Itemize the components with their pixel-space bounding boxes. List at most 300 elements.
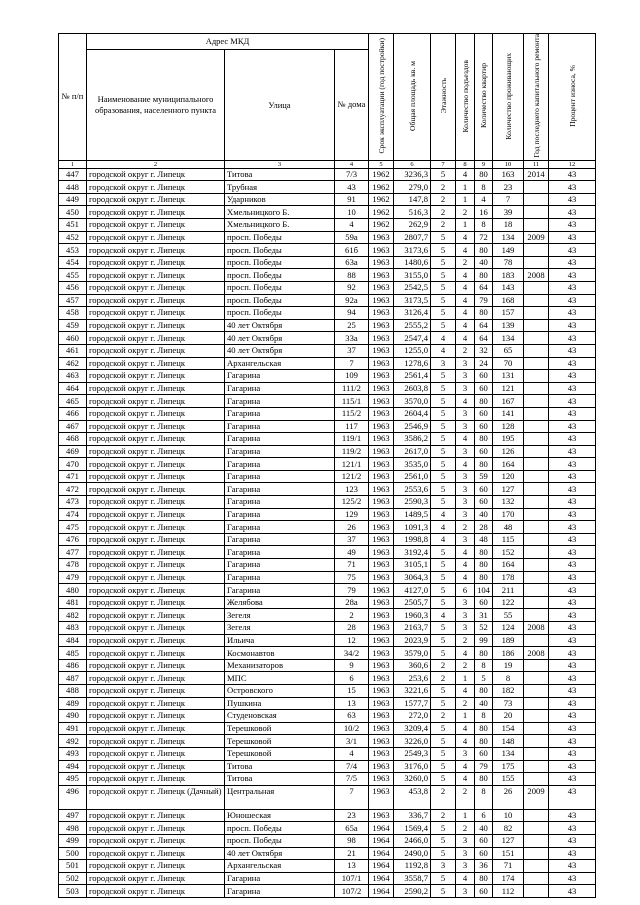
year-cell: 1964	[369, 860, 394, 873]
area-cell: 516,3	[394, 206, 431, 219]
year-cell: 1963	[369, 420, 394, 433]
area-cell: 1255,0	[394, 344, 431, 357]
table-row	[59, 546, 596, 559]
repair-year-cell	[524, 672, 549, 685]
residents-cell: 139	[493, 319, 524, 332]
row-number: 480	[59, 584, 87, 597]
table-row	[59, 722, 596, 735]
row-number: 483	[59, 622, 87, 635]
municipality-cell: городской округ г. Липецк	[87, 809, 225, 822]
street-cell: Терешковой	[225, 747, 335, 760]
floors-cell: 5	[431, 697, 456, 710]
floors-cell: 2	[431, 785, 456, 809]
wear-cell: 43	[549, 622, 596, 635]
residents-cell: 134	[493, 332, 524, 345]
residents-cell: 48	[493, 521, 524, 534]
floors-cell: 5	[431, 872, 456, 885]
row-number: 486	[59, 659, 87, 672]
year-cell: 1963	[369, 596, 394, 609]
entrances-cell: 2	[456, 634, 475, 647]
year-cell: 1963	[369, 609, 394, 622]
residents-cell: 112	[493, 885, 524, 898]
street-cell: Гагарина	[225, 872, 335, 885]
row-number: 460	[59, 332, 87, 345]
header-street: Улица	[225, 49, 335, 160]
floors-cell: 5	[431, 433, 456, 446]
row-number: 495	[59, 773, 87, 786]
apartments-cell: 60	[475, 834, 493, 847]
area-cell: 1480,6	[394, 256, 431, 269]
table-row	[59, 231, 596, 244]
house-cell: 4	[335, 219, 369, 232]
street-cell: 40 лет Октября	[225, 332, 335, 345]
entrances-cell: 4	[456, 433, 475, 446]
residents-cell: 132	[493, 496, 524, 509]
row-number: 455	[59, 269, 87, 282]
house-cell: 9	[335, 659, 369, 672]
floors-cell: 4	[431, 332, 456, 345]
entrances-cell: 2	[456, 206, 475, 219]
repair-year-cell	[524, 281, 549, 294]
wear-cell: 43	[549, 834, 596, 847]
apartments-cell: 80	[475, 244, 493, 257]
repair-year-cell	[524, 872, 549, 885]
table-row	[59, 847, 596, 860]
header-address-group: Адрес МКД	[87, 34, 369, 50]
repair-year-cell	[524, 860, 549, 873]
row-number: 469	[59, 445, 87, 458]
repair-year-cell	[524, 206, 549, 219]
wear-cell: 43	[549, 672, 596, 685]
repair-year-cell	[524, 521, 549, 534]
street-cell: Гагарина	[225, 382, 335, 395]
municipality-cell: городской округ г. Липецк	[87, 307, 225, 320]
table-row	[59, 596, 596, 609]
house-cell: 119/1	[335, 433, 369, 446]
apartments-cell: 31	[475, 609, 493, 622]
header-apartments-label: Количество квартир	[479, 63, 489, 129]
residents-cell: 170	[493, 508, 524, 521]
apartments-cell: 80	[475, 546, 493, 559]
area-cell: 3155,0	[394, 269, 431, 282]
repair-year-cell	[524, 470, 549, 483]
apartments-cell: 60	[475, 596, 493, 609]
wear-cell: 43	[549, 370, 596, 383]
wear-cell: 43	[549, 773, 596, 786]
house-cell: 94	[335, 307, 369, 320]
municipality-cell: городской округ г. Липецк	[87, 344, 225, 357]
wear-cell: 43	[549, 470, 596, 483]
row-number: 488	[59, 684, 87, 697]
residents-cell: 120	[493, 470, 524, 483]
floors-cell: 5	[431, 773, 456, 786]
year-cell: 1963	[369, 559, 394, 572]
area-cell: 1569,4	[394, 822, 431, 835]
repair-year-cell	[524, 596, 549, 609]
entrances-cell: 4	[456, 231, 475, 244]
row-number: 489	[59, 697, 87, 710]
year-cell: 1963	[369, 433, 394, 446]
residents-cell: 164	[493, 559, 524, 572]
entrances-cell: 3	[456, 483, 475, 496]
row-number: 471	[59, 470, 87, 483]
year-cell: 1963	[369, 684, 394, 697]
house-cell: 7/4	[335, 760, 369, 773]
repair-year-cell	[524, 193, 549, 206]
residents-cell: 163	[493, 168, 524, 181]
residents-cell: 178	[493, 571, 524, 584]
column-number: 9	[475, 160, 493, 168]
house-cell: 37	[335, 344, 369, 357]
municipality-cell: городской округ г. Липецк	[87, 571, 225, 584]
area-cell: 1489,5	[394, 508, 431, 521]
wear-cell: 43	[549, 168, 596, 181]
wear-cell: 43	[549, 722, 596, 735]
residents-cell: 124	[493, 622, 524, 635]
entrances-cell: 2	[456, 659, 475, 672]
wear-cell: 43	[549, 458, 596, 471]
floors-cell: 4	[431, 521, 456, 534]
house-cell: 111/2	[335, 382, 369, 395]
residents-cell: 155	[493, 773, 524, 786]
entrances-cell: 1	[456, 181, 475, 194]
floors-cell: 2	[431, 672, 456, 685]
residents-cell: 148	[493, 735, 524, 748]
header-repair-year	[524, 34, 549, 161]
wear-cell: 43	[549, 860, 596, 873]
house-cell: 107/2	[335, 885, 369, 898]
area-cell: 2603,8	[394, 382, 431, 395]
residents-cell: 82	[493, 822, 524, 835]
street-cell: Хмельницкого Б.	[225, 206, 335, 219]
header-area-label: Общая площадь кв. м	[407, 60, 417, 131]
house-cell: 92а	[335, 294, 369, 307]
year-cell: 1962	[369, 193, 394, 206]
repair-year-cell	[524, 307, 549, 320]
residents-cell: 126	[493, 445, 524, 458]
house-cell: 10/2	[335, 722, 369, 735]
row-number: 477	[59, 546, 87, 559]
floors-cell: 5	[431, 684, 456, 697]
house-cell: 26	[335, 521, 369, 534]
entrances-cell: 4	[456, 722, 475, 735]
header-area	[394, 34, 431, 161]
table-row	[59, 370, 596, 383]
area-cell: 3226,0	[394, 735, 431, 748]
repair-year-cell	[524, 697, 549, 710]
street-cell: Механизаторов	[225, 659, 335, 672]
house-cell: 119/2	[335, 445, 369, 458]
street-cell: Титова	[225, 168, 335, 181]
entrances-cell: 2	[456, 521, 475, 534]
column-number: 7	[431, 160, 456, 168]
wear-cell: 43	[549, 244, 596, 257]
floors-cell: 5	[431, 847, 456, 860]
residents-cell: 167	[493, 395, 524, 408]
repair-year-cell	[524, 584, 549, 597]
row-number: 493	[59, 747, 87, 760]
residents-cell: 71	[493, 860, 524, 873]
municipality-cell: городской округ г. Липецк	[87, 269, 225, 282]
residents-cell: 73	[493, 697, 524, 710]
apartments-cell: 8	[475, 219, 493, 232]
municipality-cell: городской округ г. Липецк	[87, 885, 225, 898]
street-cell: Гагарина	[225, 885, 335, 898]
residents-cell: 149	[493, 244, 524, 257]
municipality-cell: городской округ г. Липецк	[87, 659, 225, 672]
municipality-cell: городской округ г. Липецк	[87, 508, 225, 521]
table-header	[59, 34, 596, 169]
wear-cell: 43	[549, 571, 596, 584]
municipality-cell: городской округ г. Липецк	[87, 445, 225, 458]
repair-year-cell	[524, 609, 549, 622]
apartments-cell: 24	[475, 357, 493, 370]
area-cell: 2546,9	[394, 420, 431, 433]
area-cell: 3173,5	[394, 294, 431, 307]
floors-cell: 3	[431, 357, 456, 370]
area-cell: 3221,6	[394, 684, 431, 697]
wear-cell: 43	[549, 357, 596, 370]
house-cell: 59а	[335, 231, 369, 244]
floors-cell: 5	[431, 634, 456, 647]
table-row	[59, 860, 596, 873]
area-cell: 3176,0	[394, 760, 431, 773]
repair-year-cell	[524, 847, 549, 860]
street-cell: Архангельская	[225, 357, 335, 370]
residents-cell: 175	[493, 760, 524, 773]
area-cell: 360,6	[394, 659, 431, 672]
row-number: 454	[59, 256, 87, 269]
area-cell: 3192,4	[394, 546, 431, 559]
row-number: 479	[59, 571, 87, 584]
street-cell: Гагарина	[225, 533, 335, 546]
apartments-cell: 80	[475, 684, 493, 697]
repair-year-cell	[524, 659, 549, 672]
street-cell: Гагарина	[225, 470, 335, 483]
repair-year-cell	[524, 571, 549, 584]
residents-cell: 39	[493, 206, 524, 219]
entrances-cell: 3	[456, 847, 475, 860]
table-row	[59, 735, 596, 748]
apartments-cell: 72	[475, 231, 493, 244]
residents-cell: 65	[493, 344, 524, 357]
repair-year-cell	[524, 735, 549, 748]
area-cell: 2590,2	[394, 885, 431, 898]
area-cell: 3260,0	[394, 773, 431, 786]
header-residents-label: Количество проживающих	[503, 52, 513, 140]
area-cell: 2163,7	[394, 622, 431, 635]
residents-cell: 183	[493, 269, 524, 282]
apartments-cell: 80	[475, 571, 493, 584]
repair-year-cell	[524, 332, 549, 345]
house-cell: 7	[335, 785, 369, 809]
municipality-cell: городской округ г. Липецк	[87, 433, 225, 446]
municipality-cell: городской округ г. Липецк	[87, 294, 225, 307]
floors-cell: 5	[431, 596, 456, 609]
table-row	[59, 760, 596, 773]
year-cell: 1963	[369, 521, 394, 534]
row-number: 502	[59, 872, 87, 885]
residents-cell: 189	[493, 634, 524, 647]
municipality-cell: городской округ г. Липецк	[87, 219, 225, 232]
house-cell: 109	[335, 370, 369, 383]
header-wear	[549, 34, 596, 161]
repair-year-cell	[524, 885, 549, 898]
house-cell: 115/2	[335, 407, 369, 420]
apartments-cell: 80	[475, 168, 493, 181]
apartments-cell: 40	[475, 256, 493, 269]
house-cell: 115/1	[335, 395, 369, 408]
table-row	[59, 407, 596, 420]
floors-cell: 5	[431, 370, 456, 383]
residents-cell: 55	[493, 609, 524, 622]
table-row	[59, 458, 596, 471]
year-cell: 1962	[369, 168, 394, 181]
area-cell: 2542,5	[394, 281, 431, 294]
wear-cell: 43	[549, 219, 596, 232]
entrances-cell: 4	[456, 332, 475, 345]
column-number: 5	[369, 160, 394, 168]
municipality-cell: городской округ г. Липецк	[87, 622, 225, 635]
area-cell: 2553,6	[394, 483, 431, 496]
municipality-cell: городской округ г. Липецк	[87, 672, 225, 685]
municipality-cell: городской округ г. Липецк	[87, 773, 225, 786]
repair-year-cell	[524, 710, 549, 723]
year-cell: 1963	[369, 697, 394, 710]
wear-cell: 43	[549, 596, 596, 609]
table-row	[59, 332, 596, 345]
entrances-cell: 4	[456, 458, 475, 471]
entrances-cell: 2	[456, 822, 475, 835]
street-cell: просп. Победы	[225, 307, 335, 320]
street-cell: Гагарина	[225, 433, 335, 446]
year-cell: 1963	[369, 533, 394, 546]
area-cell: 3535,0	[394, 458, 431, 471]
repair-year-cell	[524, 344, 549, 357]
header-repair-year-label: Год последнего капитального ремонта	[531, 34, 541, 158]
table-row	[59, 445, 596, 458]
area-cell: 272,0	[394, 710, 431, 723]
table-row	[59, 571, 596, 584]
wear-cell: 43	[549, 747, 596, 760]
floors-cell: 5	[431, 231, 456, 244]
table-row	[59, 634, 596, 647]
table-row	[59, 344, 596, 357]
table-row	[59, 747, 596, 760]
entrances-cell: 4	[456, 684, 475, 697]
floors-cell: 5	[431, 822, 456, 835]
residents-cell: 121	[493, 382, 524, 395]
repair-year-cell	[524, 684, 549, 697]
wear-cell: 43	[549, 710, 596, 723]
year-cell: 1963	[369, 722, 394, 735]
entrances-cell: 4	[456, 244, 475, 257]
floors-cell: 5	[431, 244, 456, 257]
apartments-cell: 60	[475, 847, 493, 860]
street-cell: Гагарина	[225, 559, 335, 572]
area-cell: 2555,2	[394, 319, 431, 332]
residents-cell: 7	[493, 193, 524, 206]
house-cell: 33а	[335, 332, 369, 345]
entrances-cell: 3	[456, 420, 475, 433]
wear-cell: 43	[549, 533, 596, 546]
repair-year-cell	[524, 433, 549, 446]
repair-year-cell	[524, 181, 549, 194]
street-cell: Гагарина	[225, 370, 335, 383]
wear-cell: 43	[549, 319, 596, 332]
municipality-cell: городской округ г. Липецк	[87, 609, 225, 622]
house-cell: 92	[335, 281, 369, 294]
street-cell: Зегеля	[225, 622, 335, 635]
repair-year-cell	[524, 357, 549, 370]
area-cell: 2561,0	[394, 470, 431, 483]
floors-cell: 5	[431, 834, 456, 847]
wear-cell: 43	[549, 344, 596, 357]
area-cell: 2590,3	[394, 496, 431, 509]
municipality-cell: городской округ г. Липецк	[87, 521, 225, 534]
repair-year-cell: 2014	[524, 168, 549, 181]
table-row	[59, 809, 596, 822]
header-apartments	[475, 34, 493, 161]
row-number: 491	[59, 722, 87, 735]
municipality-cell: городской округ г. Липецк	[87, 332, 225, 345]
column-number: 11	[524, 160, 549, 168]
year-cell: 1964	[369, 847, 394, 860]
municipality-cell: городской округ г. Липецк	[87, 407, 225, 420]
house-cell: 2	[335, 609, 369, 622]
entrances-cell: 4	[456, 735, 475, 748]
residents-cell: 8	[493, 672, 524, 685]
house-cell: 49	[335, 546, 369, 559]
residents-cell: 18	[493, 219, 524, 232]
area-cell: 2561,4	[394, 370, 431, 383]
floors-cell: 5	[431, 735, 456, 748]
wear-cell: 43	[549, 445, 596, 458]
wear-cell: 43	[549, 521, 596, 534]
apartments-cell: 80	[475, 872, 493, 885]
municipality-cell: городской округ г. Липецк	[87, 647, 225, 660]
table-row	[59, 168, 596, 181]
row-number: 499	[59, 834, 87, 847]
row-number: 473	[59, 496, 87, 509]
residents-cell: 168	[493, 294, 524, 307]
street-cell: Терешковой	[225, 735, 335, 748]
house-cell: 3/1	[335, 735, 369, 748]
house-cell: 28а	[335, 596, 369, 609]
street-cell: Желябова	[225, 596, 335, 609]
year-cell: 1964	[369, 822, 394, 835]
floors-cell: 5	[431, 294, 456, 307]
row-number: 500	[59, 847, 87, 860]
residents-cell: 154	[493, 722, 524, 735]
table-row	[59, 433, 596, 446]
municipality-cell: городской округ г. Липецк	[87, 181, 225, 194]
year-cell: 1963	[369, 244, 394, 257]
table-row	[59, 395, 596, 408]
table-row	[59, 269, 596, 282]
street-cell: просп. Победы	[225, 294, 335, 307]
house-cell: 7/5	[335, 773, 369, 786]
municipality-cell: городской округ г. Липецк	[87, 747, 225, 760]
residents-cell: 195	[493, 433, 524, 446]
floors-cell: 2	[431, 809, 456, 822]
floors-cell: 5	[431, 760, 456, 773]
residents-cell: 134	[493, 747, 524, 760]
year-cell: 1963	[369, 647, 394, 660]
area-cell: 336,7	[394, 809, 431, 822]
street-cell: Гагарина	[225, 483, 335, 496]
table-row	[59, 219, 596, 232]
